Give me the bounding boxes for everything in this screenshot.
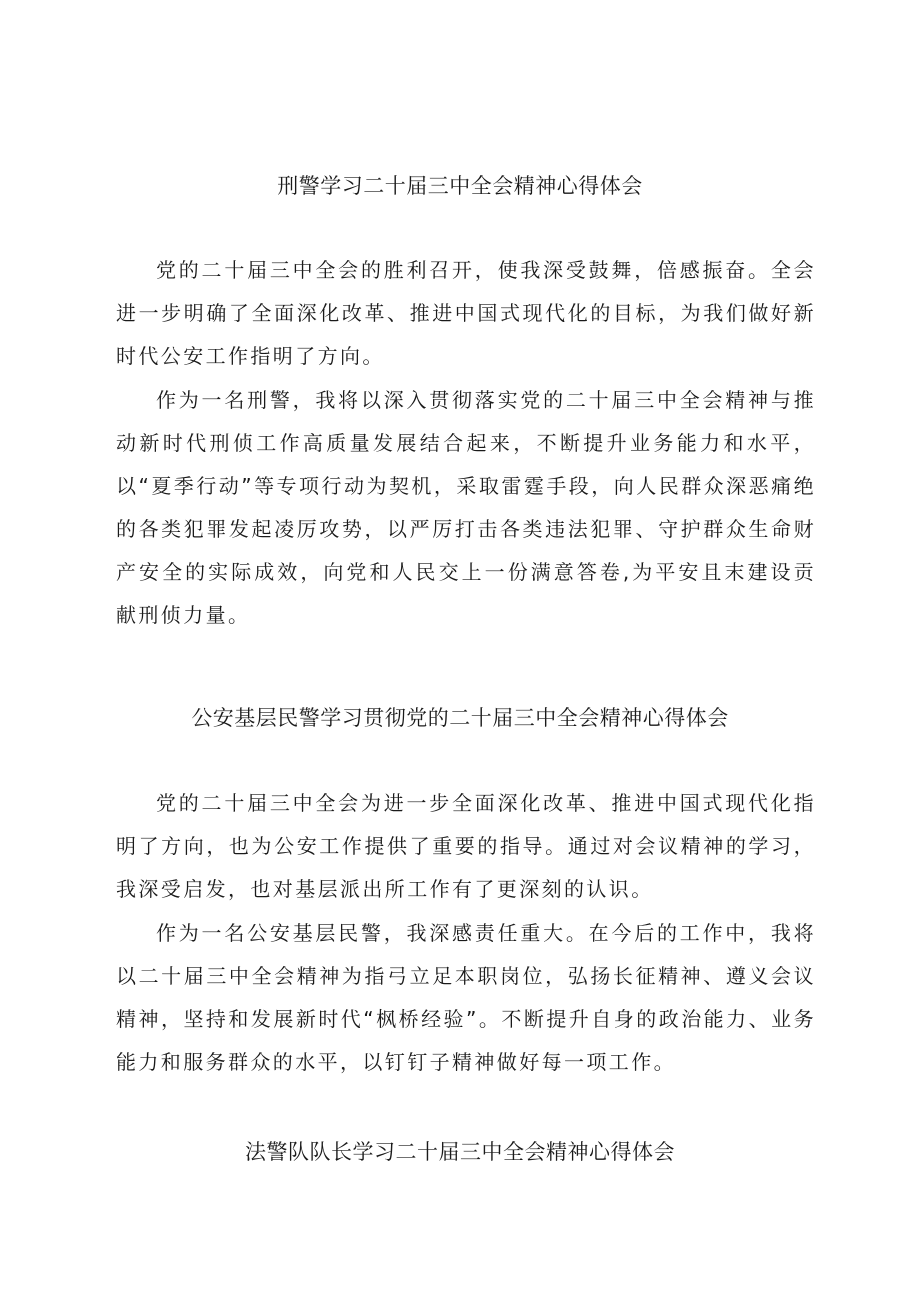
section-title: 公安基层民警学习贯彻党的二十届三中全会精神心得体会 xyxy=(191,706,729,730)
body-paragraph: 作为一名刑警，我将以深入贯彻落实党的二十届三中全会精神与推动新时代刑侦工作高质量发展结合起来，不断提升业务能力和水平，以“夏季行动”等专项行动为契机，采取雷霆手段，向人民群众深恶痛绝的各类犯罪发起凌厉攻势，以严厉打击各类违法犯罪、守护群众生命财产安全的实际成效，向党和人民交上一份满意答卷,为平安且末建设贡献刑侦力量。 xyxy=(116,388,816,627)
body-paragraph: 党的二十届三中全会为进一步全面深化改革、推进中国式现代化指明了方向，也为公安工作提供了重要的指导。通过对会议精神的学习，我深受启发，也对基层派出所工作有了更深刻的认识。 xyxy=(116,791,816,901)
body-paragraph: 党的二十届三中全会的胜利召开，使我深受鼓舞，倍感振奋。全会进一步明确了全面深化改革、推进中国式现代化的目标，为我们做好新时代公安工作指明了方向。 xyxy=(116,258,816,368)
section-title: 刑警学习二十届三中全会精神心得体会 xyxy=(277,174,643,198)
section-title: 法警队队长学习二十届三中全会精神心得体会 xyxy=(245,1140,675,1164)
body-paragraph: 作为一名公安基层民警，我深感责任重大。在今后的工作中，我将以二十届三中全会精神为指弓立足本职岗位，弘扬长征精神、遵义会议精神，坚持和发展新时代“枫桥经验”。不断提升自身的政治能力、业务能力和服务群众的水平，以钉钉子精神做好每一项工作。 xyxy=(116,921,816,1074)
